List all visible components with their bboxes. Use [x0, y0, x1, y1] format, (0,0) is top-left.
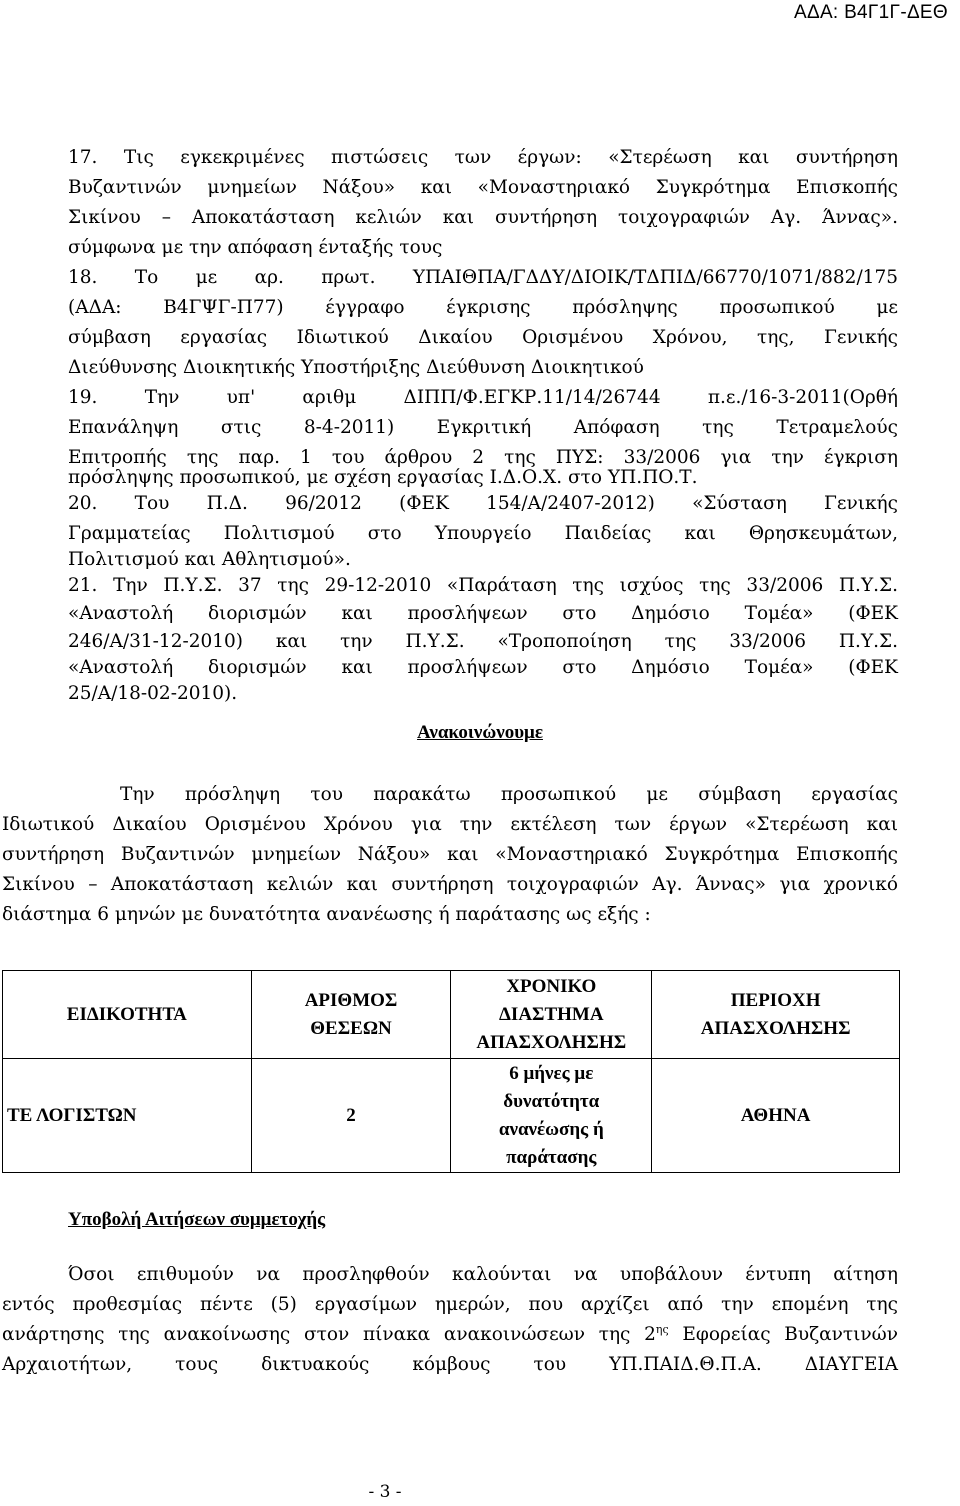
announce-line: συντήρηση Βυζαντινών μνημείων Νάξου» και «Μοναστηριακό Συγκρότημα Επισκοπής	[2, 844, 898, 865]
table-row	[3, 1059, 900, 1173]
list-line: 17. Τις εγκεκριμένες πιστώσεις των έργων: «Στερέωση και συντήρηση	[68, 147, 898, 168]
list-line: «Αναστολή διορισμών και προσλήψεων στο Δημόσιο Τομέα» (ΦΕΚ	[68, 657, 898, 678]
cell-area: ΑΘΗΝΑ	[652, 1059, 900, 1173]
cell-positions: 2	[251, 1059, 451, 1173]
page-number: - 3 -	[368, 1482, 402, 1502]
list-line: Επανάληψη στις 8-4-2011) Εγκριτική Απόφαση της Τετραμελούς	[68, 417, 898, 438]
list-line: Διεύθυνσης Διοικητικής Υποστήριξης Διεύθυνση Διοικητικού	[68, 357, 644, 378]
submission-line: Όσοι επιθυμούν να προσληφθούν καλούνται να υποβάλουν έντυπη αίτηση	[68, 1264, 898, 1285]
list-line: 25/Α/18-02-2010).	[68, 683, 238, 704]
list-line: σύμφωνα με την απόφαση ένταξής τους	[68, 237, 443, 258]
header-duration: ΧΡΟΝΙΚΟ ΔΙΑΣΤΗΜΑ ΑΠΑΣΧΟΛΗΣΗΣ	[451, 971, 652, 1059]
list-line: πρόσληψης προσωπικού, με σχέση εργασίας Ι.Δ.Ο.Χ. στο ΥΠ.ΠΟ.Τ.	[68, 467, 698, 488]
positions-table	[2, 970, 900, 1173]
list-line: Επιτροπής της παρ. 1 του άρθρου 2 της ΠΥΣ: 33/2006 για την έγκριση	[68, 447, 898, 468]
submission-line: Αρχαιοτήτων, τους δικτυακούς κόμβους του ΥΠ.ΠΑΙΔ.Θ.Π.Α. ΔΙΑΥΓΕΙΑ	[2, 1354, 898, 1375]
list-line: 19. Την υπ' αριθμ ΔΙΠΠ/Φ.ΕΓΚΡ.11/14/26744 π.ε./16-3-2011(Ορθή	[68, 387, 898, 408]
list-line: 18. Το με αρ. πρωτ. ΥΠΑΙΘΠΑ/ΓΔΔΥ/ΔΙΟΙΚ/ΤΔΠΙΔ/66770/1071/882/175	[68, 267, 898, 288]
announce-line: Σικίνου – Αποκατάσταση κελιών και συντήρηση τοιχογραφιών Αγ. Άννας» για χρονικό	[2, 874, 898, 895]
announce-line: διάστημα 6 μηνών με δυνατότητα ανανέωσης ή παράτασης ως εξής :	[2, 904, 651, 925]
header-specialty: ΕΙΔΙΚΟΤΗΤΑ	[3, 971, 252, 1059]
list-line: Πολιτισμού και Αθλητισμού».	[68, 549, 351, 570]
list-line: 246/Α/31-12-2010) και την Π.Υ.Σ. «Τροποποίηση της 33/2006 Π.Υ.Σ.	[68, 631, 898, 652]
list-line: 20. Του Π.Δ. 96/2012 (ΦΕΚ 154/Α/2407-2012) «Σύσταση Γενικής	[68, 493, 898, 514]
list-line: (ΑΔΑ: Β4ΓΨΓ-Π77) έγγραφο έγκρισης πρόσληψης προσωπικού με	[68, 297, 898, 318]
ada-code: ΑΔΑ: Β4Γ1Γ-ΔΕΘ	[793, 2, 948, 23]
list-line: 21. Την Π.Υ.Σ. 37 της 29-12-2010 «Παράταση της ισχύος της 33/2006 Π.Υ.Σ.	[68, 575, 898, 596]
list-line: Γραμματείας Πολιτισμού στο Υπουργείο Παιδείας και Θρησκευμάτων,	[68, 523, 898, 544]
submission-heading: Υποβολή Αιτήσεων συμμετοχής	[68, 1209, 326, 1230]
table-header-row	[3, 971, 900, 1059]
announce-line: Την πρόσληψη του παρακάτω προσωπικού με σύμβαση εργασίας	[120, 784, 898, 805]
list-line: Βυζαντινών μνημείων Νάξου» και «Μοναστηριακό Συγκρότημα Επισκοπής	[68, 177, 898, 198]
list-line: «Αναστολή διορισμών και προσλήψεων στο Δημόσιο Τομέα» (ΦΕΚ	[68, 603, 898, 624]
list-line: σύμβαση εργασίας Ιδιωτικού Δικαίου Ορισμένου Χρόνου, της, Γενικής	[68, 327, 898, 348]
header-positions: ΑΡΙΘΜΟΣ ΘΕΣΕΩΝ	[251, 971, 451, 1059]
announce-line: Ιδιωτικού Δικαίου Ορισμένου Χρόνου για την εκτέλεση των έργων «Στερέωση και	[2, 814, 898, 835]
cell-specialty: ΤΕ ΛΟΓΙΣΤΩΝ	[3, 1059, 252, 1173]
announce-heading: Ανακοινώνουμε	[417, 722, 543, 743]
submission-line: εντός προθεσμίας πέντε (5) εργασίμων ημερών, που αρχίζει από την επομένη της	[2, 1294, 898, 1315]
list-line: Σικίνου – Αποκατάσταση κελιών και συντήρηση τοιχογραφιών Αγ. Άννας».	[68, 207, 898, 228]
header-area: ΠΕΡΙΟΧΗ ΑΠΑΣΧΟΛΗΣΗΣ	[652, 971, 900, 1059]
submission-line: ανάρτησης της ανακοίνωσης στον πίνακα ανακοινώσεων της $2^{\eta\varsigma}$ Εφορείας Βυζαντινών	[2, 1322, 898, 1345]
cell-duration: 6 μήνες με δυνατότητα ανανέωσης ή παράτασης	[451, 1059, 652, 1173]
